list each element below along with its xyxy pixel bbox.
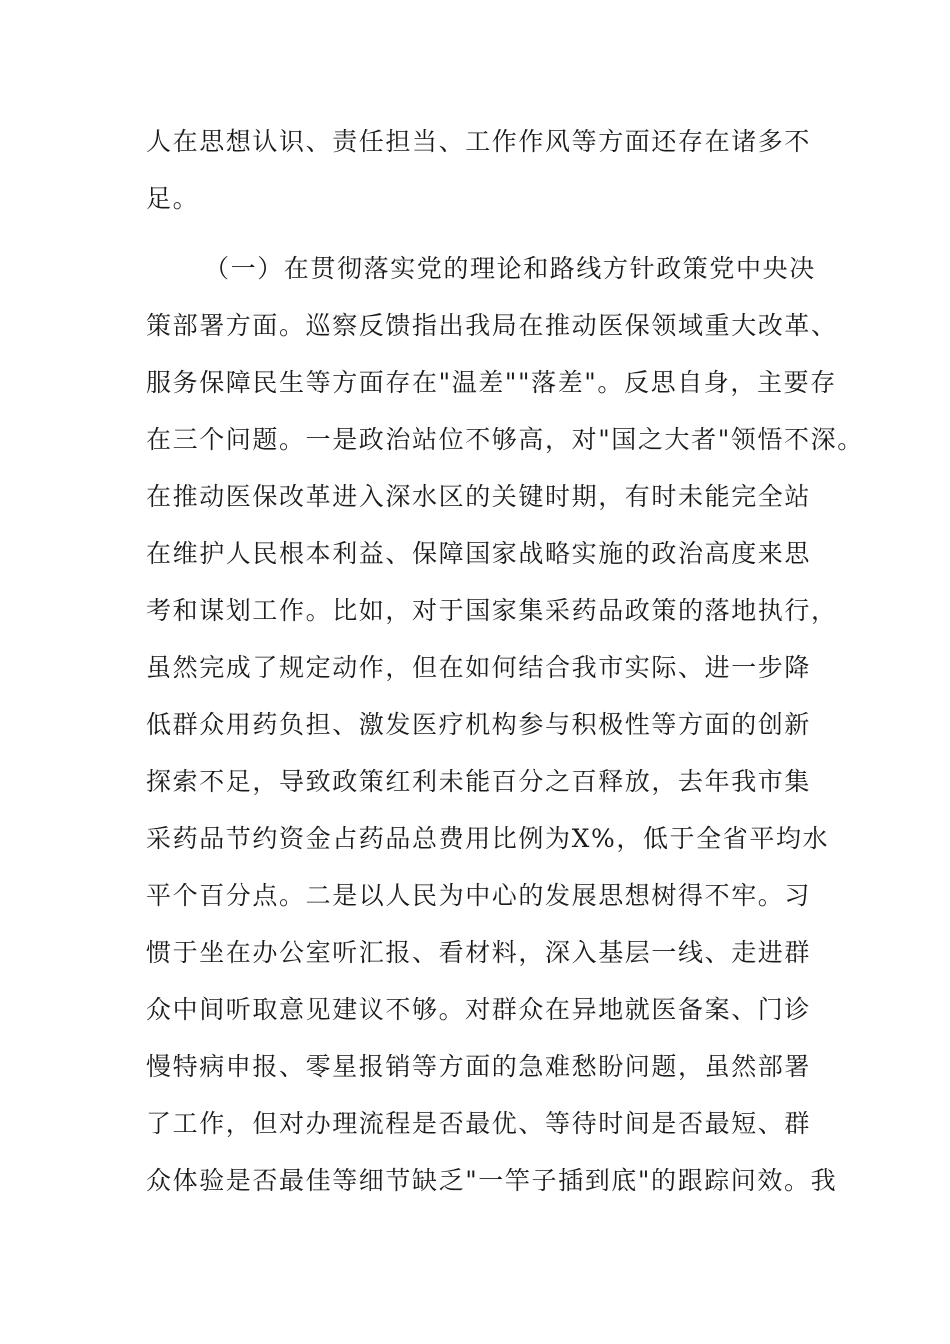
text-line: 考和谋划工作。比如，对于国家集采药品政策的落地执行， — [146, 596, 838, 625]
text-line: 在维护人民根本利益、保障国家战略实施的政治高度来思 — [146, 539, 812, 568]
text-line: 探索不足，导致政策红利未能百分之百释放，去年我市集 — [146, 767, 812, 796]
text-line: 众体验是否最佳等细节缺乏"一竿子插到底"的跟踪问效。我 — [146, 1166, 838, 1195]
text-line: 在三个问题。一是政治站位不够高，对"国之大者"领悟不深。 — [146, 425, 864, 454]
text-line: 服务保障民生等方面存在"温差""落差"。反思自身，主要存 — [146, 368, 837, 397]
text-line: 众中间听取意见建议不够。对群众在异地就医备案、门诊 — [146, 995, 812, 1024]
text-line: 人在思想认识、责任担当、工作作风等方面还存在诸多不 — [146, 127, 812, 156]
text-line: 平个百分点。二是以人民为中心的发展思想树得不牢。习 — [146, 881, 812, 910]
text-line: 采药品节约资金占药品总费用比例为X%，低于全省平均水 — [146, 824, 830, 853]
text-line: 策部署方面。巡察反馈指出我局在推动医保领域重大改革、 — [146, 311, 838, 340]
text-line: 足。 — [146, 184, 200, 213]
text-line: 惯于坐在办公室听汇报、看材料，深入基层一线、走进群 — [146, 938, 812, 967]
text-line: 虽然完成了规定动作，但在如何结合我市实际、进一步降 — [146, 653, 812, 682]
text-line: 慢特病申报、零星报销等方面的急难愁盼问题，虽然部署 — [146, 1052, 812, 1081]
text-line: 了工作，但对办理流程是否最优、等待时间是否最短、群 — [146, 1109, 812, 1138]
text-line: 在推动医保改革进入深水区的关键时期，有时未能完全站 — [146, 482, 812, 511]
text-line: 低群众用药负担、激发医疗机构参与积极性等方面的创新 — [146, 710, 812, 739]
paragraph-heading-line: （一）在贯彻落实党的理论和路线方针政策党中央决 — [204, 254, 816, 283]
